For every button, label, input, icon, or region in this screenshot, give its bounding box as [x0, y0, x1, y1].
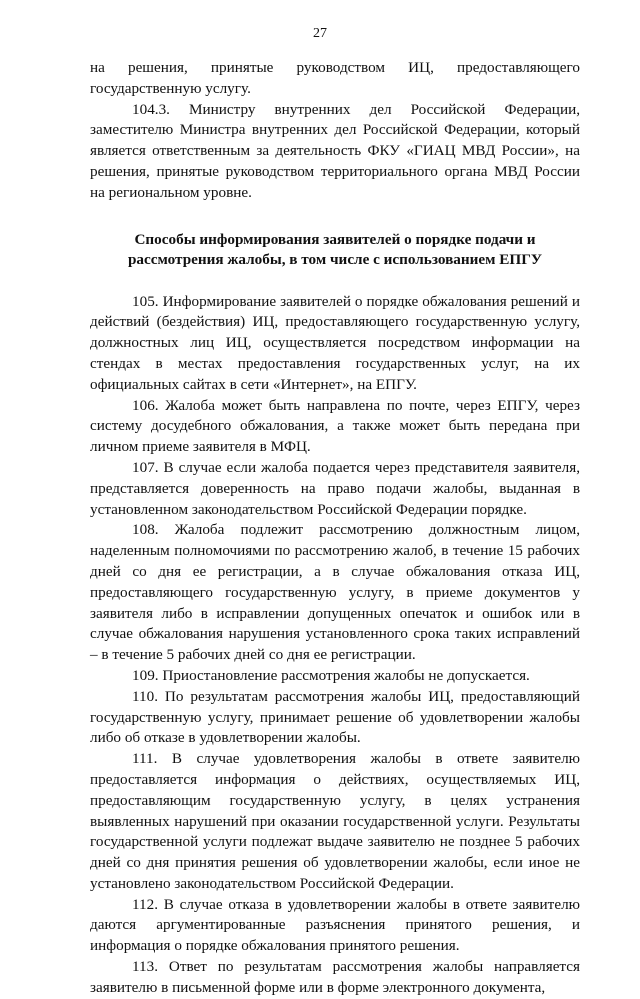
- paragraph-113: 113. Ответ по результатам рассмотрения жалобы направляется заявителю в письменной форме или в форме электронного документа,: [90, 958, 580, 996]
- paragraph-continuation: на решения, принятые руководством ИЦ, предоставляющего государственную услугу.: [90, 59, 580, 97]
- paragraph-112: 112. В случае отказа в удовлетворении жалобы в ответе заявителю даются аргументированные разъяснения принятого решения, и информация о порядке обжалования принятого решения.: [90, 895, 580, 955]
- paragraph-104-3: 104.3. Министру внутренних дел Российской Федерации, заместителю Министра внутренних дел Российской Федерации, который является ответственным за деятельность ФКУ «ГИАЦ МВД России», на решения, принятые руководством территориального органа МВД России на региональном уровне.: [90, 100, 580, 201]
- paragraph-107: 107. В случае если жалоба подается через представителя заявителя, представляется доверенность на право подачи жалобы, выданная в установленном законодательством Российской Федерации порядке.: [90, 458, 580, 518]
- page-number: 27: [313, 26, 327, 41]
- paragraph-109: 109. Приостановление рассмотрения жалобы не допускается.: [132, 666, 530, 684]
- paragraph-111: 111. В случае удовлетворения жалобы в ответе заявителю предоставляется информация о действиях, осуществляемых ИЦ, предоставляющим государственную услугу, в целях устранения выявленных нарушений при оказании государственной услуги. Результаты государственной услуги подлежат выдаче заявителю не позднее 5 рабочих дней со дня принятия решения об удовлетворении жалобы, если иное не установлено законодательством Российской Федерации.: [90, 750, 580, 892]
- paragraph-110: 110. По результатам рассмотрения жалобы ИЦ, предоставляющий государственную услугу, принимает решение об удовлетворении жалобы либо об отказе в удовлетворении жалобы.: [90, 687, 580, 747]
- section-heading: Способы информирования заявителей о порядке подачи и рассмотрения жалобы, в том числе с использованием ЕПГУ: [127, 230, 542, 268]
- paragraph-106: 106. Жалоба может быть направлена по почте, через ЕПГУ, через систему досудебного обжалования, а также может быть передана при личном приеме заявителя в МФЦ.: [90, 396, 580, 456]
- document-body: [90, 58, 580, 999]
- paragraph-108: 108. Жалоба подлежит рассмотрению должностным лицом, наделенным полномочиями по рассмотрению жалоб, в течение 15 рабочих дней со дня ее регистрации, а в случае обжалования отказа ИЦ, предоставляющего государственную услугу, в приеме документов у заявителя либо в исправлении допущенных опечаток и ошибок или в случае обжалования нарушения установленного срока таких исправлений – в течение 5 рабочих дней со дня ее регистрации.: [90, 521, 580, 664]
- paragraph-105: 105. Информирование заявителей о порядке обжалования решений и действий (бездействия) ИЦ, предоставляющего государственную услугу, должностных лиц ИЦ, осуществляется посредством информации на стендах в местах предоставления государственных услуг, на их официальных сайтах в сети «Интернет», на ЕПГУ.: [90, 292, 580, 393]
